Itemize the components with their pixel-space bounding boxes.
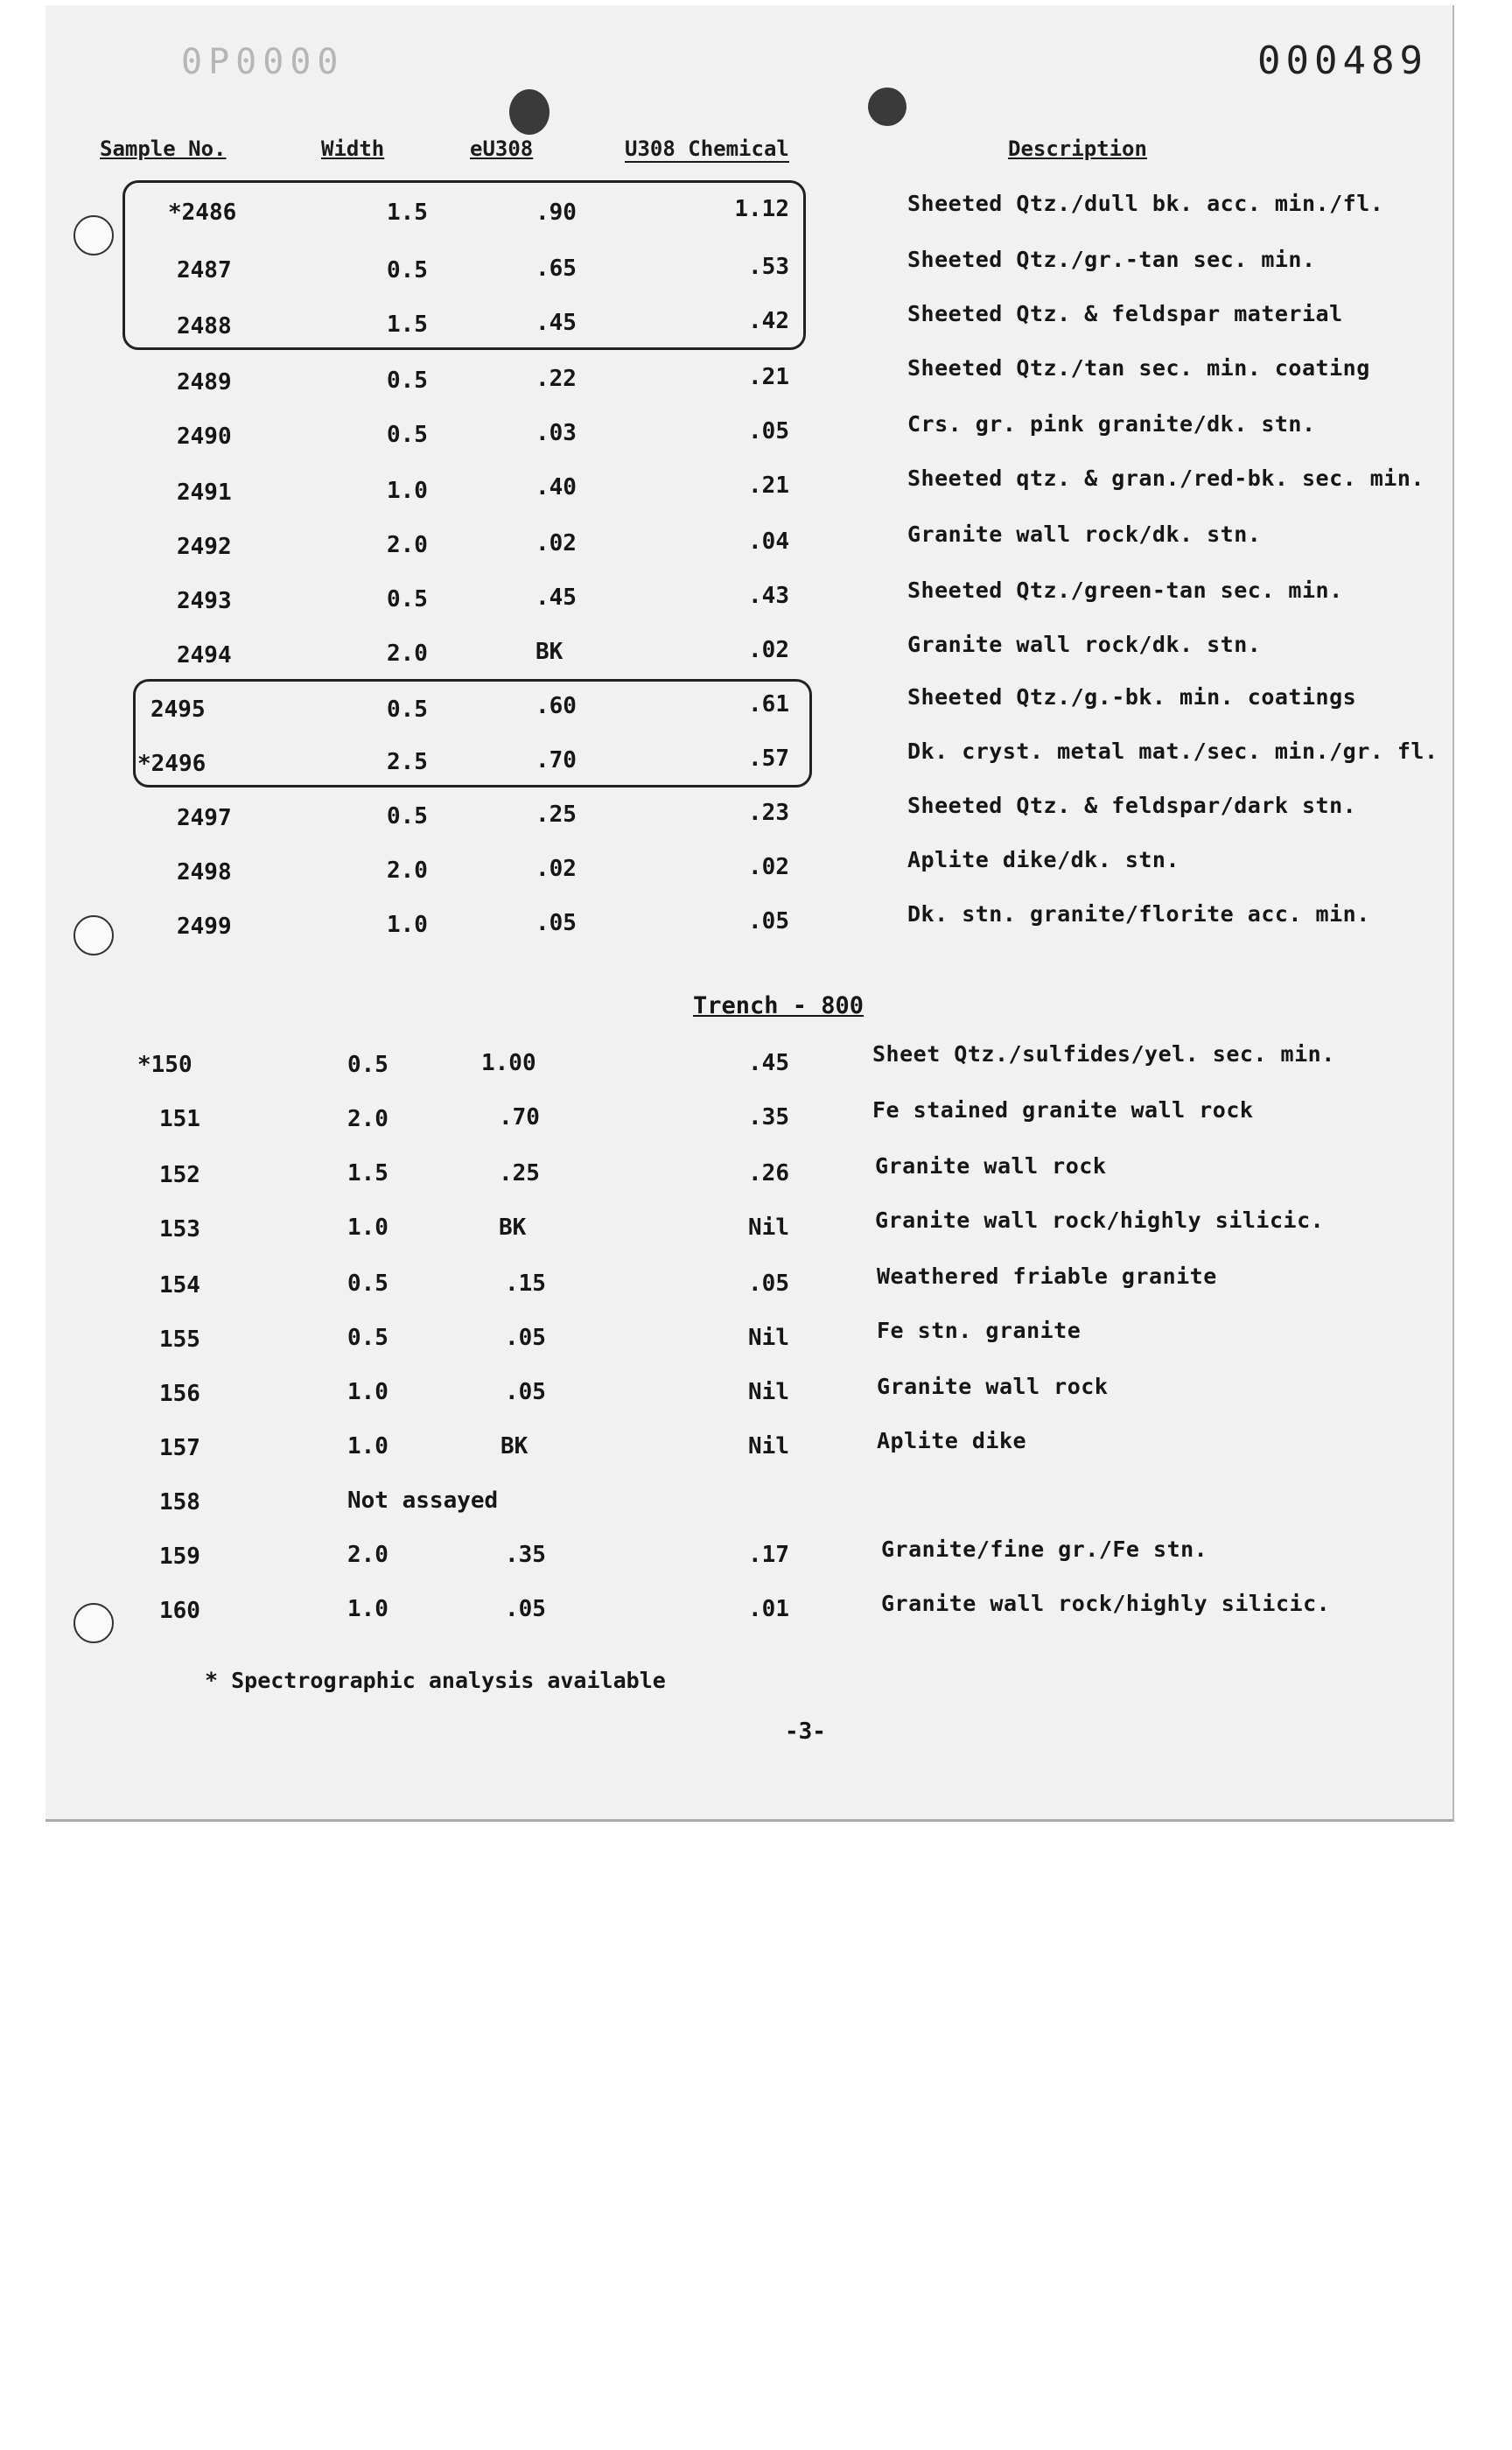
u308-value: .02 (748, 637, 789, 663)
punch-hole (74, 915, 114, 956)
u308-value: .35 (748, 1104, 789, 1130)
width-value: 2.0 (387, 532, 428, 558)
description: Sheeted qtz. & gran./red-bk. sec. min. (907, 466, 1424, 491)
document-page (46, 5, 1454, 1822)
description: Dk. stn. granite/florite acc. min. (907, 901, 1370, 927)
u308-value: .21 (748, 364, 789, 390)
u308-value: Nil (748, 1433, 789, 1460)
eu308-value: .03 (536, 420, 577, 446)
eu308-value: .02 (536, 856, 577, 882)
sample-no: 2495 (150, 696, 206, 723)
eu308-value: BK (499, 1214, 527, 1241)
sample-no: *2486 (168, 200, 237, 226)
u308-value: .23 (748, 800, 789, 826)
description: Sheeted Qtz./gr.-tan sec. min. (907, 247, 1316, 272)
description: Sheeted Qtz./g.-bk. min. coatings (907, 684, 1357, 710)
eu308-value: .35 (505, 1542, 546, 1568)
sample-no: 154 (159, 1272, 200, 1298)
u308-value: .26 (748, 1160, 789, 1186)
header-sample-no: Sample No. (100, 136, 227, 161)
description: Granite wall rock (877, 1374, 1109, 1399)
eu308-value: .05 (505, 1596, 546, 1622)
width-value: 0.5 (387, 257, 428, 284)
u308-value: Nil (748, 1325, 789, 1351)
description: Aplite dike (877, 1428, 1027, 1453)
eu308-value: .70 (499, 1104, 540, 1130)
width-value: 0.5 (347, 1052, 388, 1078)
header-eu308: eU308 (470, 136, 534, 161)
width-value: 2.0 (347, 1542, 388, 1568)
sample-no: 2487 (177, 257, 232, 284)
description: Aplite dike/dk. stn. (907, 847, 1180, 872)
width-value: Not assayed (347, 1488, 499, 1514)
width-value: 0.5 (387, 586, 428, 612)
width-value: 2.0 (387, 640, 428, 667)
width-value: 0.5 (387, 803, 428, 830)
eu308-value: .15 (505, 1270, 546, 1297)
width-value: 2.5 (387, 749, 428, 775)
eu308-value: .25 (499, 1160, 540, 1186)
width-value: 2.0 (387, 858, 428, 884)
sample-no: 156 (159, 1381, 200, 1407)
u308-value: .21 (748, 472, 789, 499)
ink-blot-mark (509, 89, 550, 135)
width-value: 0.5 (387, 368, 428, 394)
description: Sheeted Qtz./green-tan sec. min. (907, 578, 1343, 603)
sample-no: 2493 (177, 588, 232, 614)
header-description: Description (1008, 136, 1147, 161)
sample-no: *2496 (137, 751, 206, 777)
u308-value: Nil (748, 1214, 789, 1241)
punch-hole (74, 1603, 114, 1643)
u308-value: .01 (748, 1596, 789, 1622)
description: Fe stn. granite (877, 1318, 1082, 1343)
eu308-value: .45 (536, 584, 577, 611)
description: Fe stained granite wall rock (872, 1097, 1254, 1123)
width-value: 1.0 (347, 1433, 388, 1460)
u308-value: .53 (748, 254, 789, 280)
eu308-value: .05 (505, 1325, 546, 1351)
u308-value: .43 (748, 583, 789, 609)
sample-no: 159 (159, 1544, 200, 1570)
u308-value: Nil (748, 1379, 789, 1405)
header-u308-chemical: U308 Chemical (625, 136, 789, 161)
eu308-value: .25 (536, 802, 577, 828)
width-value: 1.0 (387, 912, 428, 938)
width-value: 0.5 (347, 1270, 388, 1297)
width-value: 0.5 (347, 1325, 388, 1351)
sample-no: 2498 (177, 859, 232, 886)
sample-no: 155 (159, 1326, 200, 1353)
eu308-value: .05 (505, 1379, 546, 1405)
u308-value: .02 (748, 854, 789, 880)
eu308-value: .22 (536, 366, 577, 392)
eu308-value: .65 (536, 256, 577, 282)
sample-no: 2494 (177, 642, 232, 668)
description: Dk. cryst. metal mat./sec. min./gr. fl. (907, 738, 1438, 764)
punch-hole (74, 215, 114, 256)
description: Crs. gr. pink granite/dk. stn. (907, 411, 1316, 437)
sample-no: 2489 (177, 369, 232, 396)
eu308-value: .40 (536, 474, 577, 500)
description: Granite/fine gr./Fe stn. (881, 1536, 1208, 1562)
eu308-value: .45 (536, 310, 577, 336)
sample-no: 152 (159, 1162, 200, 1188)
eu308-value: .90 (536, 200, 577, 226)
width-value: 1.5 (387, 312, 428, 338)
document-id: 000489 (1257, 38, 1428, 83)
width-value: 0.5 (387, 696, 428, 723)
description: Sheeted Qtz. & feldspar material (907, 301, 1343, 326)
width-value: 1.0 (387, 478, 428, 504)
page-number: -3- (785, 1718, 826, 1745)
u308-value: .05 (748, 1270, 789, 1297)
description: Granite wall rock/highly silicic. (881, 1591, 1331, 1616)
u308-value: .04 (748, 528, 789, 555)
u308-value: .45 (748, 1050, 789, 1076)
sample-no: 2491 (177, 480, 232, 506)
eu308-value: .05 (536, 910, 577, 936)
description: Weathered friable granite (877, 1264, 1217, 1289)
sample-no: 160 (159, 1598, 200, 1624)
footnote: * Spectrographic analysis available (205, 1668, 666, 1693)
ink-blot-mark (868, 88, 906, 126)
width-value: 0.5 (387, 422, 428, 448)
description: Granite wall rock/highly silicic. (875, 1208, 1325, 1233)
u308-value: .57 (748, 746, 789, 772)
description: Sheeted Qtz./tan sec. min. coating (907, 355, 1370, 381)
sample-no: 2488 (177, 313, 232, 340)
width-value: 1.0 (347, 1596, 388, 1622)
description: Sheeted Qtz./dull bk. acc. min./fl. (907, 191, 1384, 216)
eu308-value: BK (536, 639, 564, 665)
width-value: 1.5 (387, 200, 428, 226)
width-value: 1.0 (347, 1379, 388, 1405)
eu308-value: .70 (536, 747, 577, 774)
u308-value: .05 (748, 908, 789, 934)
description: Sheeted Qtz. & feldspar/dark stn. (907, 793, 1357, 818)
sample-no: 153 (159, 1216, 200, 1242)
description: Granite wall rock/dk. stn. (907, 632, 1262, 657)
sample-no: 157 (159, 1435, 200, 1461)
sample-no: *150 (137, 1052, 192, 1078)
sample-no: 158 (159, 1489, 200, 1516)
eu308-value: BK (500, 1433, 528, 1460)
eu308-value: .60 (536, 693, 577, 719)
description: Sheet Qtz./sulfides/yel. sec. min. (872, 1041, 1335, 1067)
u308-value: 1.12 (734, 196, 789, 222)
description: Granite wall rock (875, 1153, 1107, 1179)
section-title-trench: Trench - 800 (693, 992, 864, 1019)
header-width: Width (321, 136, 385, 161)
u308-value: .17 (748, 1542, 789, 1568)
sample-no: 2490 (177, 424, 232, 450)
eu308-value: .02 (536, 530, 577, 556)
width-value: 1.5 (347, 1160, 388, 1186)
sample-no: 151 (159, 1106, 200, 1132)
sample-no: 2497 (177, 805, 232, 831)
eu308-value: 1.00 (481, 1050, 536, 1076)
u308-value: .05 (748, 418, 789, 444)
width-value: 2.0 (347, 1106, 388, 1132)
width-value: 1.0 (347, 1214, 388, 1241)
u308-value: .61 (748, 691, 789, 718)
u308-value: .42 (748, 308, 789, 334)
description: Granite wall rock/dk. stn. (907, 522, 1262, 547)
sample-no: 2492 (177, 534, 232, 560)
sample-no: 2499 (177, 914, 232, 940)
faint-stamp-number: 0P0000 (181, 42, 345, 82)
